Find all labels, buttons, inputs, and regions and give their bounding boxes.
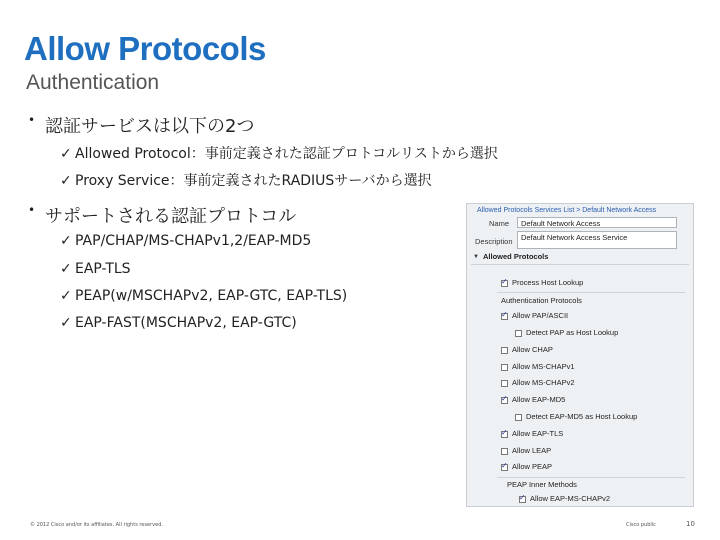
checkbox-checked[interactable]: [501, 280, 508, 287]
sub-item-text: PAP/CHAP/MS-CHAPv1,2/EAP-MD5: [75, 233, 312, 249]
name-label: Name: [489, 219, 510, 228]
option-label: Allow PEAP: [512, 462, 553, 471]
option-label: Allow EAP-MS-CHAPv2: [530, 494, 611, 503]
check-icon: ✓: [60, 261, 72, 277]
collapse-triangle-icon[interactable]: ▼: [473, 254, 479, 260]
option-label: Allow EAP-TLS: [512, 429, 564, 438]
sub-item-text: Proxy Service：事前定義されたRADIUSサーバから選択: [75, 173, 432, 189]
option-allow-peap[interactable]: [501, 462, 552, 472]
sub-item-text: EAP-FAST(MSCHAPv2, EAP-GTC): [75, 315, 297, 331]
checkbox[interactable]: [501, 448, 508, 455]
checkbox-checked[interactable]: [501, 397, 508, 404]
option-label: Process Host Lookup: [512, 278, 584, 287]
option-detect-pap[interactable]: [515, 328, 618, 338]
divider: [471, 264, 689, 265]
sub-item-text: EAP-TLS: [75, 261, 131, 277]
checkbox[interactable]: [515, 330, 522, 337]
checkbox[interactable]: [515, 414, 522, 421]
bullet-marker: •: [28, 203, 36, 217]
sub-item-eap-tls: [60, 261, 131, 277]
check-icon: ✓: [60, 233, 72, 249]
page-subtitle: Authentication: [26, 71, 160, 94]
option-allow-eap-mschapv2[interactable]: [519, 494, 610, 504]
bullet-marker: •: [28, 113, 36, 127]
footer-copyright: © 2012 Cisco and/or its affiliates. All rights reserved.: [30, 522, 163, 528]
peap-inner-methods-header: PEAP Inner Methods: [507, 480, 577, 489]
check-icon: ✓: [60, 288, 72, 304]
allowed-protocols-header: Allowed Protocols: [483, 252, 549, 261]
option-label: Allow CHAP: [512, 345, 553, 354]
check-icon: ✓: [60, 173, 72, 189]
option-allow-eap-md5[interactable]: [501, 395, 565, 405]
sub-item-proxy-service: [60, 170, 432, 190]
checkbox-checked[interactable]: [501, 464, 508, 471]
option-allow-eap-tls[interactable]: [501, 429, 563, 439]
option-detect-eap-md5[interactable]: [515, 412, 637, 422]
option-allow-pap[interactable]: [501, 311, 568, 321]
footer-classification: Cisco public: [626, 522, 656, 528]
divider: [497, 477, 685, 478]
checkbox[interactable]: [501, 347, 508, 354]
option-label: Allow MS-CHAPv1: [512, 362, 575, 371]
option-allow-mschapv1[interactable]: [501, 362, 575, 372]
allowed-protocols-screenshot: [466, 203, 694, 507]
sub-item-text: Allowed Protocol：事前定義された認証プロトコルリストから選択: [75, 146, 498, 162]
option-label: Detect PAP as Host Lookup: [526, 328, 619, 337]
option-allow-leap[interactable]: [501, 446, 551, 456]
sub-item-text: PEAP(w/MSCHAPv2, EAP-GTC, EAP-TLS): [75, 288, 348, 304]
sub-item-allowed-protocol: [60, 143, 498, 163]
checkbox[interactable]: [501, 380, 508, 387]
footer-page-number: 10: [686, 520, 695, 528]
option-label: Allow LEAP: [512, 446, 552, 455]
description-field[interactable]: Default Network Access Service: [517, 231, 677, 249]
auth-protocols-header: Authentication Protocols: [501, 296, 582, 305]
sub-item-pap-chap: [60, 233, 311, 249]
checkbox-checked[interactable]: [519, 496, 526, 503]
option-allow-mschapv2[interactable]: [501, 378, 575, 388]
name-field[interactable]: Default Network Access: [517, 217, 677, 228]
bullet-authentication-services: [28, 112, 255, 138]
checkbox[interactable]: [501, 364, 508, 371]
description-label: Description: [475, 237, 513, 246]
process-host-lookup-option[interactable]: [501, 278, 583, 288]
sub-item-peap: [60, 288, 347, 304]
divider: [497, 292, 685, 293]
checkbox-checked[interactable]: [501, 313, 508, 320]
option-label: Detect EAP-MD5 as Host Lookup: [526, 412, 638, 421]
checkbox-checked[interactable]: [501, 431, 508, 438]
sub-item-eap-fast: [60, 315, 297, 331]
option-allow-chap[interactable]: [501, 345, 553, 355]
option-label: Allow MS-CHAPv2: [512, 378, 575, 387]
option-label: Allow PAP/ASCII: [512, 311, 569, 320]
bullet-text: サポートされる認証プロトコル: [45, 206, 297, 227]
check-icon: ✓: [60, 315, 72, 331]
page-title: Allow Protocols: [24, 30, 266, 67]
breadcrumb[interactable]: Allowed Protocols Services List > Default Network Access: [477, 207, 657, 214]
bullet-supported-protocols: [28, 202, 297, 228]
check-icon: ✓: [60, 146, 72, 162]
bullet-text: 認証サービスは以下の2つ: [45, 116, 255, 137]
option-label: Allow EAP-MD5: [512, 395, 566, 404]
